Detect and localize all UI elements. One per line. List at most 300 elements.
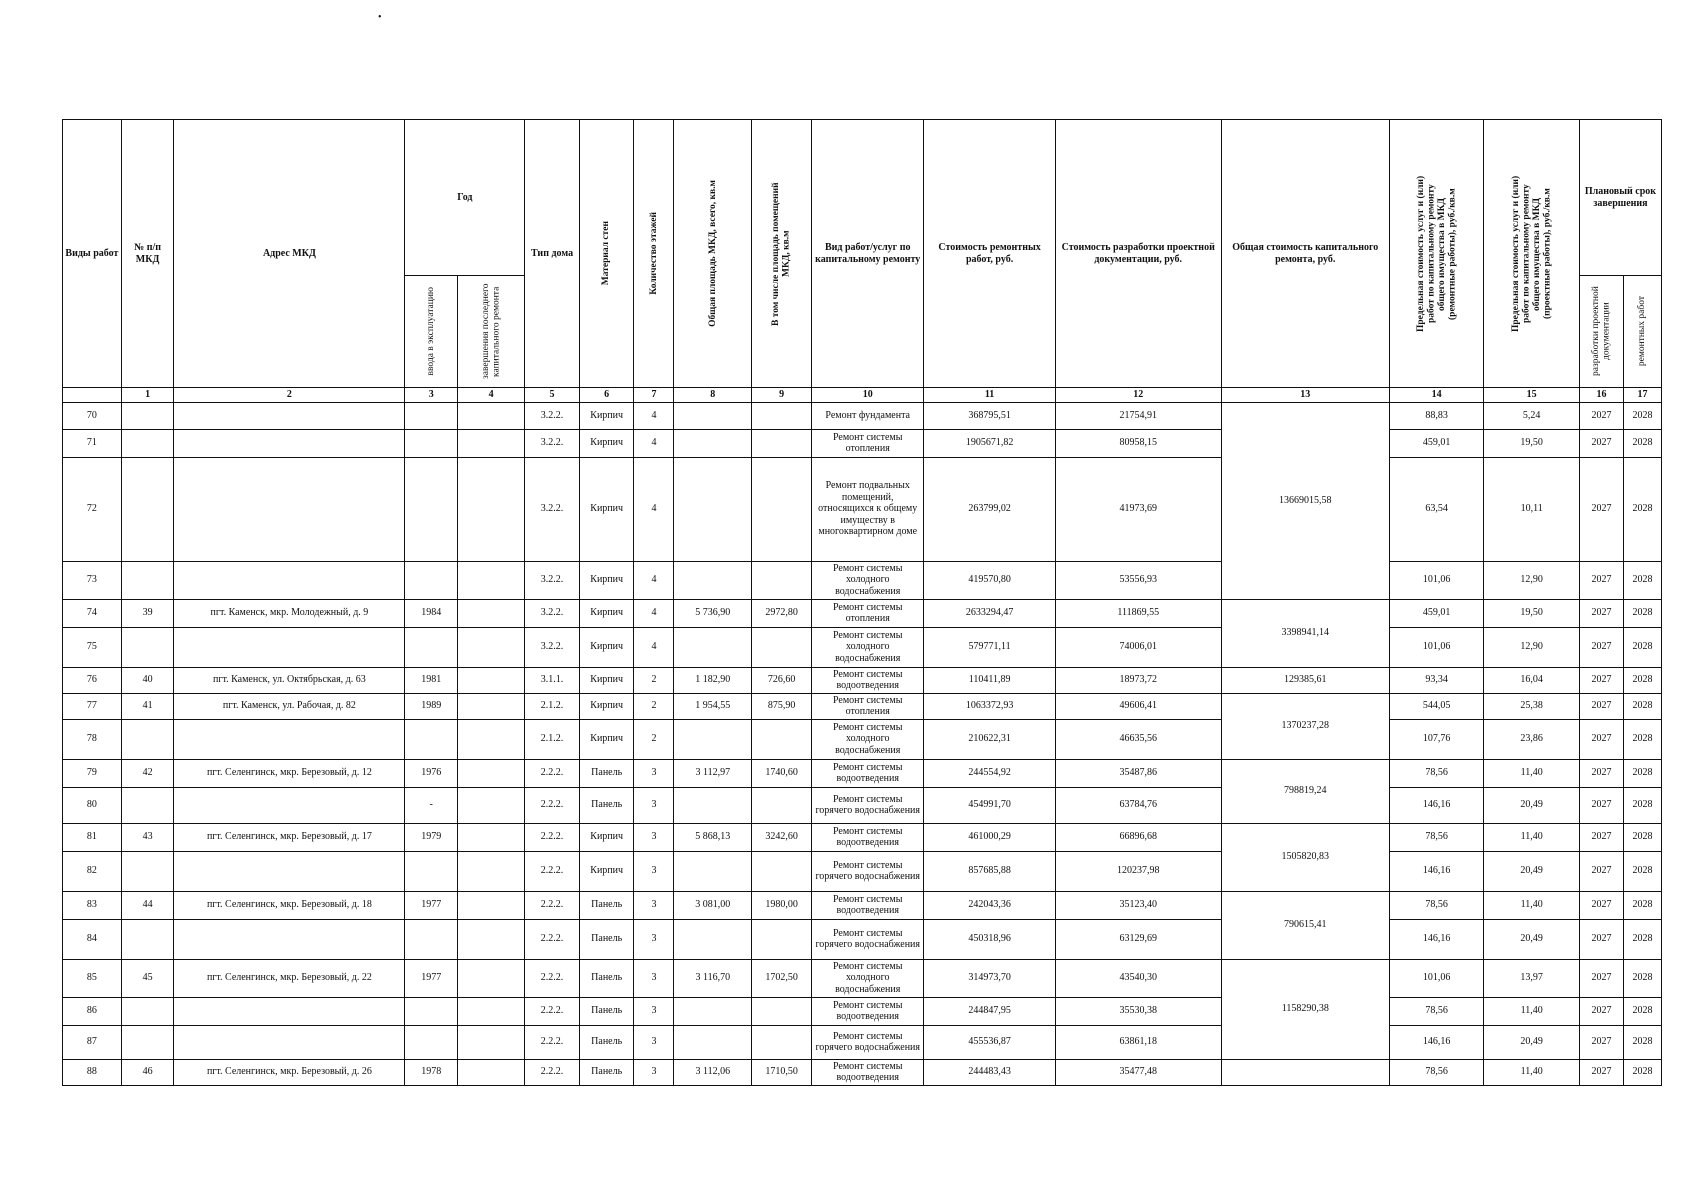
- repair-cost-cell: 110411,89: [924, 667, 1055, 693]
- header-year-last-repair-text: завершения последнего капитального ремонта: [480, 283, 502, 380]
- address-cell: [174, 402, 405, 429]
- premises-area-cell: 875,90: [752, 693, 812, 719]
- total-area-cell: [674, 627, 752, 667]
- planned-repair-year-cell: 2028: [1624, 599, 1662, 627]
- address-cell: [174, 997, 405, 1025]
- mkd-number-cell: [121, 627, 174, 667]
- column-number: 13: [1221, 388, 1389, 403]
- header-repair-cost: Стоимость ремонтных работ, руб.: [924, 120, 1055, 388]
- year-last-repair-cell: [457, 561, 524, 599]
- column-number: 12: [1055, 388, 1221, 403]
- planned-repair-year-cell: 2028: [1624, 851, 1662, 891]
- house-type-cell: 3.2.2.: [525, 429, 580, 457]
- floors-cell: 4: [634, 561, 674, 599]
- wall-material-cell: Панель: [579, 759, 634, 787]
- repair-cost-cell: 450318,96: [924, 919, 1055, 959]
- floors-cell: 3: [634, 959, 674, 997]
- floors-cell: 2: [634, 667, 674, 693]
- table-row: [63, 919, 1662, 959]
- house-type-cell: 2.1.2.: [525, 719, 580, 759]
- year-last-repair-cell: [457, 667, 524, 693]
- premises-area-cell: [752, 457, 812, 561]
- limit-design-cell: 12,90: [1484, 561, 1580, 599]
- table-row: [63, 851, 1662, 891]
- planned-design-year-cell: 2027: [1579, 599, 1623, 627]
- floors-cell: 3: [634, 823, 674, 851]
- wall-material-cell: Панель: [579, 891, 634, 919]
- total-area-cell: [674, 851, 752, 891]
- limit-design-cell: 11,40: [1484, 1059, 1580, 1085]
- mkd-number-cell: [121, 787, 174, 823]
- total-cost-cell: 1370237,28: [1221, 693, 1389, 759]
- year-last-repair-cell: [457, 693, 524, 719]
- work-kind-cell: Ремонт системы холодного водоснабжения: [812, 959, 924, 997]
- planned-repair-year-cell: 2028: [1624, 667, 1662, 693]
- floors-cell: 3: [634, 1025, 674, 1059]
- address-cell: пгт. Селенгинск, мкр. Березовый, д. 22: [174, 959, 405, 997]
- limit-design-cell: 23,86: [1484, 719, 1580, 759]
- premises-area-cell: [752, 787, 812, 823]
- planned-repair-year-cell: 2028: [1624, 997, 1662, 1025]
- total-area-cell: 3 081,00: [674, 891, 752, 919]
- mkd-number-cell: 42: [121, 759, 174, 787]
- limit-repair-cell: 78,56: [1389, 891, 1484, 919]
- work-type-cell: 83: [63, 891, 122, 919]
- design-cost-cell: 18973,72: [1055, 667, 1221, 693]
- year-last-repair-cell: [457, 457, 524, 561]
- floors-cell: 3: [634, 1059, 674, 1085]
- floors-cell: 2: [634, 693, 674, 719]
- planned-repair-year-cell: 2028: [1624, 823, 1662, 851]
- planned-design-year-cell: 2027: [1579, 997, 1623, 1025]
- design-cost-cell: 35123,40: [1055, 891, 1221, 919]
- planned-design-year-cell: 2027: [1579, 959, 1623, 997]
- address-cell: [174, 457, 405, 561]
- mkd-number-cell: [121, 997, 174, 1025]
- mkd-number-cell: 39: [121, 599, 174, 627]
- design-cost-cell: 35530,38: [1055, 997, 1221, 1025]
- limit-design-cell: 11,40: [1484, 997, 1580, 1025]
- mkd-number-cell: [121, 561, 174, 599]
- header-year-commission: [405, 276, 458, 388]
- work-type-cell: 79: [63, 759, 122, 787]
- column-number: 1: [121, 388, 174, 403]
- header-year-commission-text: ввода в эксплуатацию: [426, 287, 436, 376]
- house-type-cell: 2.2.2.: [525, 959, 580, 997]
- house-type-cell: 2.2.2.: [525, 759, 580, 787]
- header-total-cost: Общая стоимость капитального ремонта, руб.: [1221, 120, 1389, 388]
- table-row: [63, 627, 1662, 667]
- design-cost-cell: 63129,69: [1055, 919, 1221, 959]
- wall-material-cell: Кирпич: [579, 627, 634, 667]
- planned-repair-year-cell: 2028: [1624, 1025, 1662, 1059]
- column-number: 3: [405, 388, 458, 403]
- planned-repair-year-cell: 2028: [1624, 693, 1662, 719]
- column-number: 8: [674, 388, 752, 403]
- year-commission-cell: 1977: [405, 891, 458, 919]
- repair-cost-cell: 579771,11: [924, 627, 1055, 667]
- total-area-cell: [674, 919, 752, 959]
- wall-material-cell: Кирпич: [579, 457, 634, 561]
- work-kind-cell: Ремонт фундамента: [812, 402, 924, 429]
- premises-area-cell: [752, 997, 812, 1025]
- house-type-cell: 2.2.2.: [525, 1059, 580, 1085]
- wall-material-cell: Кирпич: [579, 599, 634, 627]
- header-total-area-text: Общая площадь МКД, всего, кв.м: [707, 180, 718, 327]
- table-row: [63, 402, 1662, 429]
- repair-cost-cell: 263799,02: [924, 457, 1055, 561]
- work-type-cell: 81: [63, 823, 122, 851]
- design-cost-cell: 80958,15: [1055, 429, 1221, 457]
- capital-repair-table: [62, 119, 1662, 1086]
- column-number: 4: [457, 388, 524, 403]
- mkd-number-cell: [121, 919, 174, 959]
- premises-area-cell: 1740,60: [752, 759, 812, 787]
- total-area-cell: [674, 719, 752, 759]
- address-cell: [174, 1025, 405, 1059]
- limit-repair-cell: 101,06: [1389, 561, 1484, 599]
- total-area-cell: [674, 1025, 752, 1059]
- work-type-cell: 73: [63, 561, 122, 599]
- table-row: [63, 759, 1662, 787]
- repair-cost-cell: 244847,95: [924, 997, 1055, 1025]
- header-floors-text: Количество этажей: [648, 212, 659, 295]
- limit-repair-cell: 93,34: [1389, 667, 1484, 693]
- column-number: 14: [1389, 388, 1484, 403]
- planned-design-year-cell: 2027: [1579, 429, 1623, 457]
- planned-repair-year-cell: 2028: [1624, 627, 1662, 667]
- limit-repair-cell: 459,01: [1389, 599, 1484, 627]
- planned-design-year-cell: 2027: [1579, 759, 1623, 787]
- address-cell: [174, 561, 405, 599]
- floors-cell: 4: [634, 627, 674, 667]
- total-cost-cell: 3398941,14: [1221, 599, 1389, 667]
- header-premises-area: [752, 120, 812, 388]
- floors-cell: 3: [634, 919, 674, 959]
- header-address: Адрес МКД: [174, 120, 405, 388]
- design-cost-cell: 63784,76: [1055, 787, 1221, 823]
- planned-repair-year-cell: 2028: [1624, 719, 1662, 759]
- mkd-number-cell: [121, 719, 174, 759]
- work-kind-cell: Ремонт системы горячего водоснабжения: [812, 1025, 924, 1059]
- year-commission-cell: 1976: [405, 759, 458, 787]
- year-commission-cell: [405, 561, 458, 599]
- column-number: 9: [752, 388, 812, 403]
- house-type-cell: 2.2.2.: [525, 787, 580, 823]
- premises-area-cell: 726,60: [752, 667, 812, 693]
- house-type-cell: 3.2.2.: [525, 402, 580, 429]
- column-number: 10: [812, 388, 924, 403]
- total-area-cell: 1 954,55: [674, 693, 752, 719]
- address-cell: пгт. Селенгинск, мкр. Березовый, д. 18: [174, 891, 405, 919]
- header-work-type: Виды работ: [63, 120, 122, 388]
- limit-repair-cell: 78,56: [1389, 997, 1484, 1025]
- mkd-number-cell: 46: [121, 1059, 174, 1085]
- floors-cell: 3: [634, 851, 674, 891]
- planned-repair-year-cell: 2028: [1624, 919, 1662, 959]
- planned-repair-year-cell: 2028: [1624, 759, 1662, 787]
- mkd-number-cell: [121, 1025, 174, 1059]
- work-kind-cell: Ремонт системы горячего водоснабжения: [812, 787, 924, 823]
- address-cell: [174, 429, 405, 457]
- table-row: [63, 787, 1662, 823]
- repair-cost-cell: 2633294,47: [924, 599, 1055, 627]
- limit-repair-cell: 101,06: [1389, 627, 1484, 667]
- year-commission-cell: 1978: [405, 1059, 458, 1085]
- limit-design-cell: 10,11: [1484, 457, 1580, 561]
- wall-material-cell: Кирпич: [579, 719, 634, 759]
- planned-repair-year-cell: 2028: [1624, 457, 1662, 561]
- planned-design-year-cell: 2027: [1579, 457, 1623, 561]
- year-last-repair-cell: [457, 402, 524, 429]
- total-cost-cell: 129385,61: [1221, 667, 1389, 693]
- total-area-cell: 5 736,90: [674, 599, 752, 627]
- year-commission-cell: [405, 457, 458, 561]
- limit-design-cell: 19,50: [1484, 599, 1580, 627]
- premises-area-cell: [752, 429, 812, 457]
- design-cost-cell: 49606,41: [1055, 693, 1221, 719]
- planned-design-year-cell: 2027: [1579, 402, 1623, 429]
- year-last-repair-cell: [457, 1025, 524, 1059]
- premises-area-cell: [752, 919, 812, 959]
- design-cost-cell: 120237,98: [1055, 851, 1221, 891]
- work-kind-cell: Ремонт системы холодного водоснабжения: [812, 627, 924, 667]
- work-kind-cell: Ремонт системы водоотведения: [812, 667, 924, 693]
- limit-repair-cell: 78,56: [1389, 823, 1484, 851]
- table-row: [63, 667, 1662, 693]
- planned-design-year-cell: 2027: [1579, 919, 1623, 959]
- wall-material-cell: Кирпич: [579, 851, 634, 891]
- column-number: 7: [634, 388, 674, 403]
- work-type-cell: 86: [63, 997, 122, 1025]
- work-type-cell: 82: [63, 851, 122, 891]
- limit-repair-cell: 459,01: [1389, 429, 1484, 457]
- house-type-cell: 3.2.2.: [525, 599, 580, 627]
- wall-material-cell: Кирпич: [579, 823, 634, 851]
- column-numbers-row: [63, 388, 1662, 403]
- table-row: [63, 561, 1662, 599]
- header-planned-repair-text: ремонтных работ: [1637, 296, 1648, 367]
- repair-cost-cell: 454991,70: [924, 787, 1055, 823]
- header-year-last-repair: [457, 276, 524, 388]
- column-number: 15: [1484, 388, 1580, 403]
- work-type-cell: 88: [63, 1059, 122, 1085]
- design-cost-cell: 63861,18: [1055, 1025, 1221, 1059]
- wall-material-cell: Кирпич: [579, 402, 634, 429]
- table-row: [63, 599, 1662, 627]
- column-number: 6: [579, 388, 634, 403]
- design-cost-cell: 66896,68: [1055, 823, 1221, 851]
- year-commission-cell: 1979: [405, 823, 458, 851]
- premises-area-cell: 3242,60: [752, 823, 812, 851]
- work-type-cell: 74: [63, 599, 122, 627]
- limit-design-cell: 11,40: [1484, 891, 1580, 919]
- limit-design-cell: 20,49: [1484, 851, 1580, 891]
- planned-repair-year-cell: 2028: [1624, 1059, 1662, 1085]
- design-cost-cell: 35477,48: [1055, 1059, 1221, 1085]
- work-kind-cell: Ремонт системы холодного водоснабжения: [812, 719, 924, 759]
- work-kind-cell: Ремонт системы водоотведения: [812, 1059, 924, 1085]
- work-type-cell: 80: [63, 787, 122, 823]
- limit-repair-cell: 146,16: [1389, 787, 1484, 823]
- house-type-cell: 2.2.2.: [525, 851, 580, 891]
- total-cost-cell: 1158290,38: [1221, 959, 1389, 1059]
- address-cell: пгт. Селенгинск, мкр. Березовый, д. 12: [174, 759, 405, 787]
- table-row: [63, 1025, 1662, 1059]
- planned-design-year-cell: 2027: [1579, 1025, 1623, 1059]
- mkd-number-cell: 41: [121, 693, 174, 719]
- year-commission-cell: [405, 997, 458, 1025]
- header-mkd-no: № п/п МКД: [121, 120, 174, 388]
- table-row: [63, 719, 1662, 759]
- floors-cell: 4: [634, 457, 674, 561]
- planned-repair-year-cell: 2028: [1624, 402, 1662, 429]
- wall-material-cell: Панель: [579, 919, 634, 959]
- header-planned-design-text: разработки проектной документации: [1591, 286, 1612, 377]
- floors-cell: 4: [634, 429, 674, 457]
- floors-cell: 3: [634, 891, 674, 919]
- repair-cost-cell: 244554,92: [924, 759, 1055, 787]
- house-type-cell: 3.2.2.: [525, 627, 580, 667]
- year-last-repair-cell: [457, 959, 524, 997]
- floors-cell: 4: [634, 402, 674, 429]
- work-kind-cell: Ремонт системы водоотведения: [812, 823, 924, 851]
- limit-design-cell: 20,49: [1484, 787, 1580, 823]
- wall-material-cell: Панель: [579, 959, 634, 997]
- work-kind-cell: Ремонт системы отопления: [812, 599, 924, 627]
- planned-design-year-cell: 2027: [1579, 823, 1623, 851]
- repair-cost-cell: 242043,36: [924, 891, 1055, 919]
- limit-repair-cell: 544,05: [1389, 693, 1484, 719]
- limit-repair-cell: 146,16: [1389, 919, 1484, 959]
- planned-design-year-cell: 2027: [1579, 667, 1623, 693]
- repair-cost-cell: 210622,31: [924, 719, 1055, 759]
- planned-repair-year-cell: 2028: [1624, 787, 1662, 823]
- wall-material-cell: Кирпич: [579, 667, 634, 693]
- work-kind-cell: Ремонт системы водоотведения: [812, 997, 924, 1025]
- design-cost-cell: 111869,55: [1055, 599, 1221, 627]
- limit-repair-cell: 88,83: [1389, 402, 1484, 429]
- address-cell: пгт. Каменск, ул. Рабочая, д. 82: [174, 693, 405, 719]
- address-cell: [174, 719, 405, 759]
- limit-design-cell: 13,97: [1484, 959, 1580, 997]
- mkd-number-cell: 45: [121, 959, 174, 997]
- floors-cell: 3: [634, 997, 674, 1025]
- repair-cost-cell: 1905671,82: [924, 429, 1055, 457]
- work-type-cell: 77: [63, 693, 122, 719]
- house-type-cell: 2.2.2.: [525, 823, 580, 851]
- design-cost-cell: 74006,01: [1055, 627, 1221, 667]
- header-planned: Плановый срок завершения: [1579, 120, 1661, 276]
- year-commission-cell: 1981: [405, 667, 458, 693]
- table-row: [63, 823, 1662, 851]
- premises-area-cell: [752, 719, 812, 759]
- year-last-repair-cell: [457, 1059, 524, 1085]
- limit-design-cell: 16,04: [1484, 667, 1580, 693]
- header-limit-design-text: Предельная стоимость услуг и (или) работ по капитальному ремонту общего имущества в МКД (проектные работы), руб./кв.м: [1510, 175, 1553, 332]
- design-cost-cell: 46635,56: [1055, 719, 1221, 759]
- repair-cost-cell: 455536,87: [924, 1025, 1055, 1059]
- repair-cost-cell: 1063372,93: [924, 693, 1055, 719]
- table-row: [63, 457, 1662, 561]
- limit-repair-cell: 78,56: [1389, 1059, 1484, 1085]
- repair-cost-cell: 368795,51: [924, 402, 1055, 429]
- wall-material-cell: Кирпич: [579, 429, 634, 457]
- column-number: 11: [924, 388, 1055, 403]
- repair-cost-cell: 244483,43: [924, 1059, 1055, 1085]
- year-commission-cell: 1984: [405, 599, 458, 627]
- header-total-area: [674, 120, 752, 388]
- planned-repair-year-cell: 2028: [1624, 561, 1662, 599]
- work-kind-cell: Ремонт системы отопления: [812, 693, 924, 719]
- limit-repair-cell: 146,16: [1389, 1025, 1484, 1059]
- house-type-cell: 2.2.2.: [525, 891, 580, 919]
- limit-repair-cell: 78,56: [1389, 759, 1484, 787]
- planned-design-year-cell: 2027: [1579, 719, 1623, 759]
- work-type-cell: 70: [63, 402, 122, 429]
- total-area-cell: 5 868,13: [674, 823, 752, 851]
- premises-area-cell: [752, 627, 812, 667]
- total-cost-cell: 790615,41: [1221, 891, 1389, 959]
- planned-design-year-cell: 2027: [1579, 851, 1623, 891]
- year-last-repair-cell: [457, 627, 524, 667]
- planned-design-year-cell: 2027: [1579, 693, 1623, 719]
- header-house-type: Тип дома: [525, 120, 580, 388]
- table-row: [63, 891, 1662, 919]
- address-cell: [174, 851, 405, 891]
- total-area-cell: 1 182,90: [674, 667, 752, 693]
- limit-repair-cell: 146,16: [1389, 851, 1484, 891]
- floors-cell: 3: [634, 759, 674, 787]
- year-commission-cell: 1977: [405, 959, 458, 997]
- work-type-cell: 75: [63, 627, 122, 667]
- wall-material-cell: Панель: [579, 787, 634, 823]
- table-row: [63, 1059, 1662, 1085]
- total-cost-cell: 1505820,83: [1221, 823, 1389, 891]
- planned-design-year-cell: 2027: [1579, 561, 1623, 599]
- year-commission-cell: [405, 429, 458, 457]
- column-number: 5: [525, 388, 580, 403]
- limit-design-cell: 11,40: [1484, 759, 1580, 787]
- total-cost-cell: [1221, 1059, 1389, 1085]
- table-row: [63, 959, 1662, 997]
- header-limit-repair-text: Предельная стоимость услуг и (или) работ по капитальному ремонту общего имущества в МКД (ремонтные работы), руб./кв.м: [1415, 175, 1457, 332]
- premises-area-cell: 1702,50: [752, 959, 812, 997]
- repair-cost-cell: 314973,70: [924, 959, 1055, 997]
- mkd-number-cell: [121, 429, 174, 457]
- column-number: 2: [174, 388, 405, 403]
- wall-material-cell: Панель: [579, 997, 634, 1025]
- year-last-repair-cell: [457, 599, 524, 627]
- work-kind-cell: Ремонт системы горячего водоснабжения: [812, 851, 924, 891]
- design-cost-cell: 21754,91: [1055, 402, 1221, 429]
- premises-area-cell: 2972,80: [752, 599, 812, 627]
- year-commission-cell: [405, 851, 458, 891]
- work-type-cell: 78: [63, 719, 122, 759]
- table-row: [63, 997, 1662, 1025]
- repair-cost-cell: 857685,88: [924, 851, 1055, 891]
- year-last-repair-cell: [457, 919, 524, 959]
- house-type-cell: 3.2.2.: [525, 457, 580, 561]
- work-type-cell: 87: [63, 1025, 122, 1059]
- premises-area-cell: 1980,00: [752, 891, 812, 919]
- header-row: [63, 120, 1662, 276]
- column-number: 16: [1579, 388, 1623, 403]
- limit-repair-cell: 63,54: [1389, 457, 1484, 561]
- planned-design-year-cell: 2027: [1579, 627, 1623, 667]
- house-type-cell: 3.1.1.: [525, 667, 580, 693]
- design-cost-cell: 53556,93: [1055, 561, 1221, 599]
